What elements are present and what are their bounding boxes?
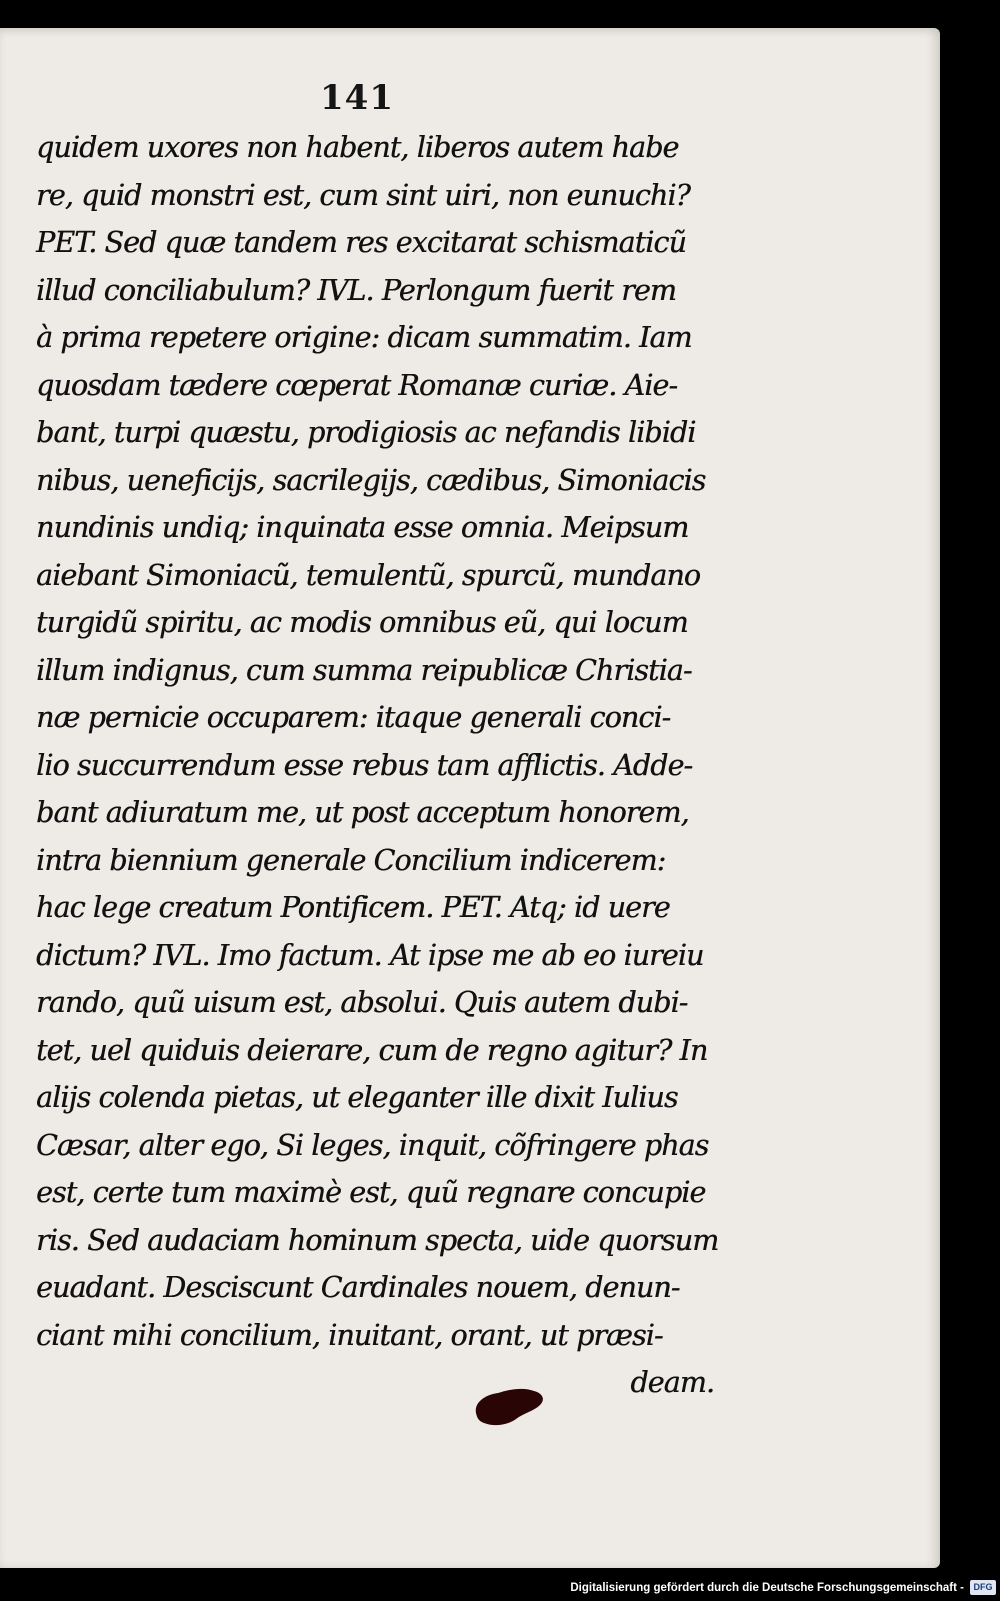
text-line: tet, uel quiduis deierare, cum de regno agitur? In [36, 1033, 708, 1067]
text-line: turgidũ spiritu, ac modis omnibus eũ, qui locum [36, 606, 688, 639]
text-line: bant, turpi quæstu, prodigiosis ac nefandis libidi [36, 416, 696, 449]
text-line: bant adiuratum me, ut post acceptum honorem, [36, 796, 689, 829]
ink-blot [470, 1383, 550, 1429]
digitization-footer [0, 1576, 1000, 1601]
book-page [0, 28, 940, 1568]
text-line: PET. Sed quæ tandem res excitarat schismaticũ [36, 226, 686, 259]
text-line: hac lege creatum Pontificem. PET. Atq; id uere [36, 891, 670, 924]
text-line: rando, quũ uisum est, absolui. Quis autem dubi- [36, 986, 688, 1019]
dfg-logo-icon: DFG [970, 1580, 996, 1595]
text-line: est, certe tum maximè est, quũ regnare concupie [36, 1176, 706, 1209]
ink-blot-shape [476, 1389, 543, 1425]
text-line: næ pernicie occuparem: itaque generali conci- [36, 701, 671, 734]
catchword-line: deam. [630, 1366, 714, 1399]
text-line: alijs colenda pietas, ut eleganter ille dixit Iulius [36, 1081, 678, 1114]
text-line: re, quid monstri est, cum sint uiri, non eunuchi? [36, 178, 690, 212]
text-line: nundinis undiq; inquinata esse omnia. Meipsum [36, 511, 689, 544]
funding-credit: Digitalisierung gefördert durch die Deutsche Forschungsgemeinschaft - [570, 1582, 964, 1594]
text-line: dictum? IVL. Imo factum. At ipse me ab eo iureiu [36, 938, 704, 972]
text-line: Cæsar, alter ego, Si leges, inquit, cõfringere phas [36, 1128, 709, 1162]
text-line: à prima repetere origine: dicam summatim. Iam [36, 321, 692, 354]
text-block [36, 124, 726, 1407]
text-line: illum indignus, cum summa reipublicæ Christia- [36, 653, 692, 687]
text-line: ciant mihi concilium, inuitant, orant, ut præsi- [36, 1318, 663, 1352]
text-line: quosdam tædere cœperat Romanæ curiæ. Aie- [36, 368, 678, 402]
text-line: nibus, ueneficijs, sacrilegijs, cædibus, Simoniacis [36, 463, 706, 497]
text-line: euadant. Desciscunt Cardinales nouem, denun- [36, 1271, 680, 1304]
text-line: ris. Sed audaciam hominum specta, uide quorsum [36, 1223, 719, 1257]
text-line: quidem uxores non habent, liberos autem habe [36, 131, 679, 164]
text-line: illud conciliabulum? IVL. Perlongum fuerit rem [36, 273, 676, 307]
text-line: aiebant Simoniacũ, temulentũ, spurcũ, mundano [36, 558, 701, 592]
page-number: 141 [320, 78, 394, 118]
text-line: lio succurrendum esse rebus tam afflictis. Adde- [36, 748, 693, 782]
text-line: intra biennium generale Concilium indicerem: [36, 843, 666, 877]
